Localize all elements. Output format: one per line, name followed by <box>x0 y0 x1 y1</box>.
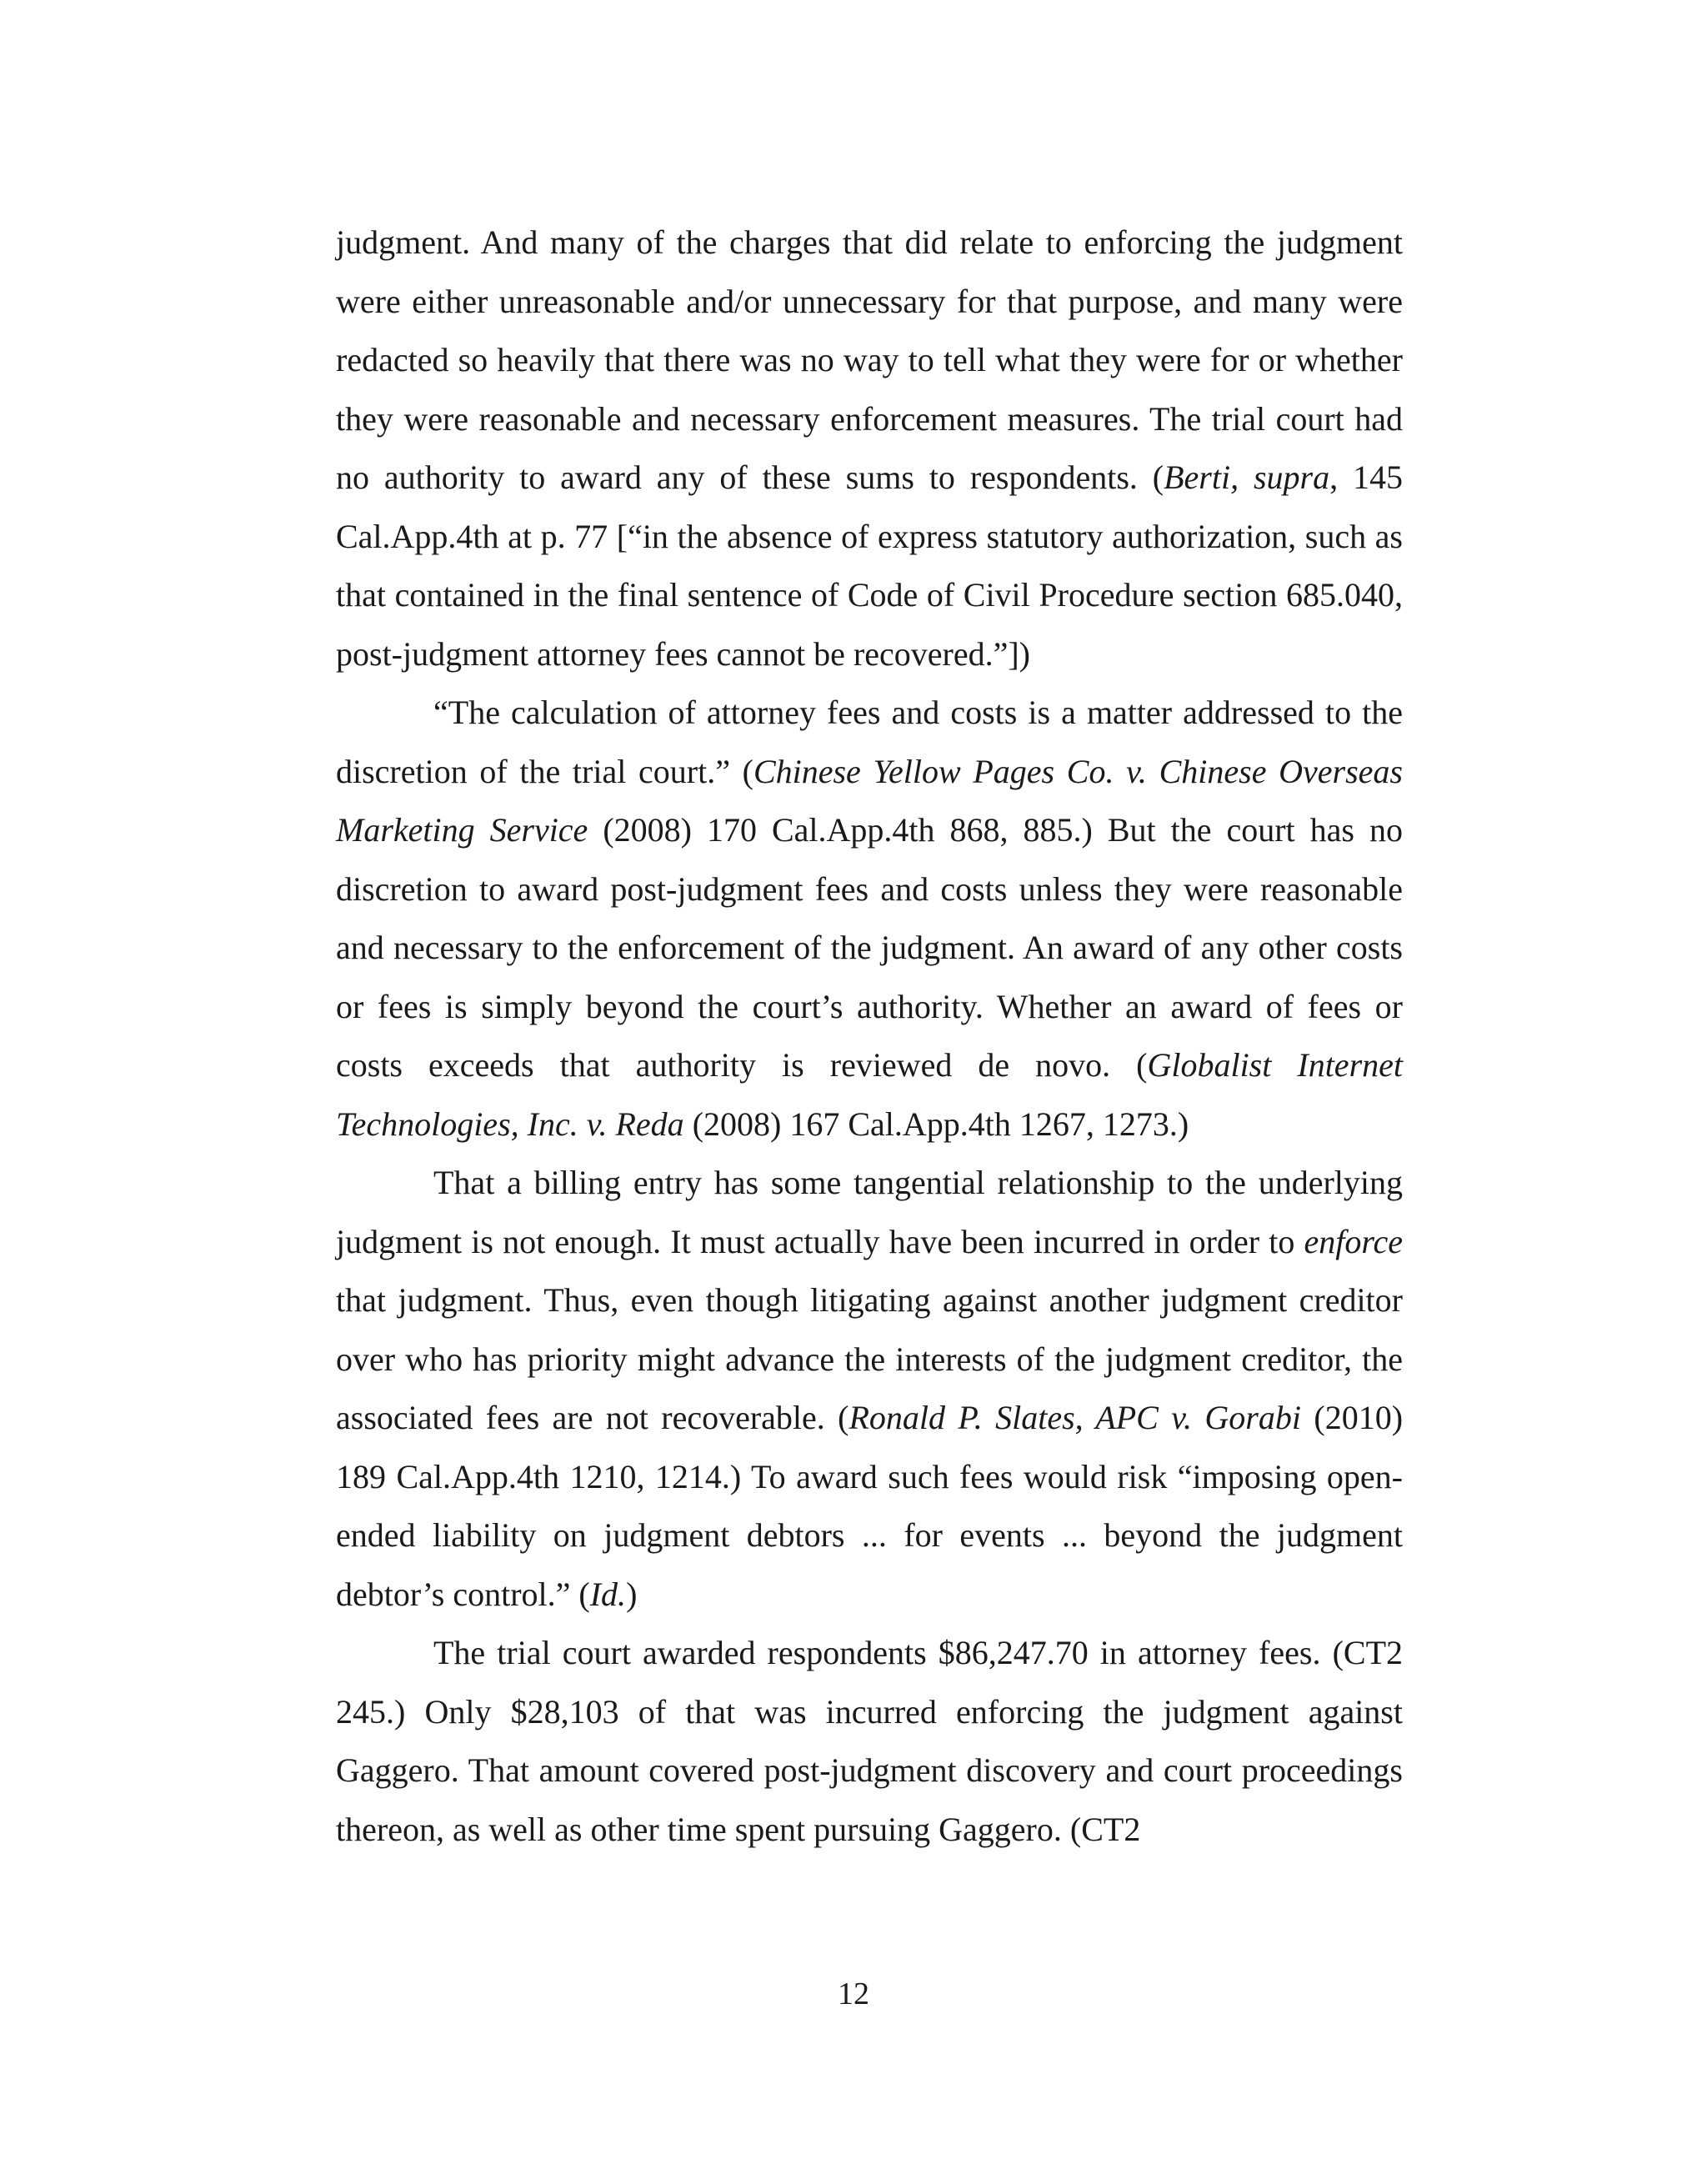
page-number: 12 <box>838 1976 869 2011</box>
text-run: (2010) 189 Cal.App.4th 1210, 1214.) To award such fees would risk “imposing open-ended liability on judgment debtors ... for events ... beyond the judgment debtor’s control.” ( <box>336 1399 1404 1613</box>
text-run: (2008) 170 Cal.App.4th 868, 885.) But the court has no discretion to award post-judgment fees and costs unless they were reasonable and necessary to the enforcement of the judgment. An award of any other costs or fees is simply beyond the court’s authority. Whether an award of fees or costs exceeds that authority is reviewed de novo. ( <box>336 811 1403 1084</box>
paragraph-3 <box>336 1154 1403 1624</box>
italic-citation: Berti, supra <box>1164 458 1330 496</box>
italic-citation: Ronald P. Slates, APC v. Gorabi <box>848 1399 1301 1436</box>
paragraph-2 <box>336 684 1403 1154</box>
italic-citation: Chinese Yellow Pages Co. v. Chinese Overseas Marketing Service <box>336 752 1403 849</box>
text-run: That a billing entry has some tangential relationship to the underlying judgment is not enough. It must actually have been incurred in order to <box>336 1164 1403 1260</box>
text-run: ) <box>626 1575 638 1613</box>
italic-citation: enforce <box>1304 1222 1403 1260</box>
text-run: judgment. And many of the charges that did relate to enforcing the judgment were either unreasonable and/or unnecessary for that purpose, and many were redacted so heavily that there was no way to tell what they were for or whether they were reasonable and necessary enforcement measures. The trial court had no authority to award any of these sums to respondents. ( <box>336 223 1403 496</box>
italic-citation: Id. <box>589 1575 627 1613</box>
text-run: “The calculation of attorney fees and costs is a matter addressed to the discretion of the trial court.” ( <box>336 694 1403 790</box>
body-text <box>336 213 1403 1859</box>
paragraph-1 <box>336 213 1403 684</box>
text-run: , 145 Cal.App.4th at p. 77 [“in the absence of express statutory authorization, such as that contained in the final sentence of Code of Civil Procedure section 685.040, post-judgment attorney fees cannot be recovered.”]) <box>336 458 1403 673</box>
text-run: that judgment. Thus, even though litigating against another judgment creditor over who has priority might advance the interests of the judgment creditor, the associated fees are not recoverable. ( <box>336 1281 1403 1436</box>
italic-citation: Globalist Internet Technologies, Inc. v. Reda <box>336 1046 1403 1143</box>
text-run: The trial court awarded respondents $86,247.70 in attorney fees. (CT2 245.) Only $28,103 of that was incurred enforcing the judgment against Gaggero. That amount covered post-judgment discovery and court proceedings thereon, as well as other time spent pursuing Gaggero. (CT2 <box>336 1634 1403 1848</box>
text-run: (2008) 167 Cal.App.4th 1267, 1273.) <box>683 1105 1189 1143</box>
paragraph-4 <box>336 1624 1403 1859</box>
